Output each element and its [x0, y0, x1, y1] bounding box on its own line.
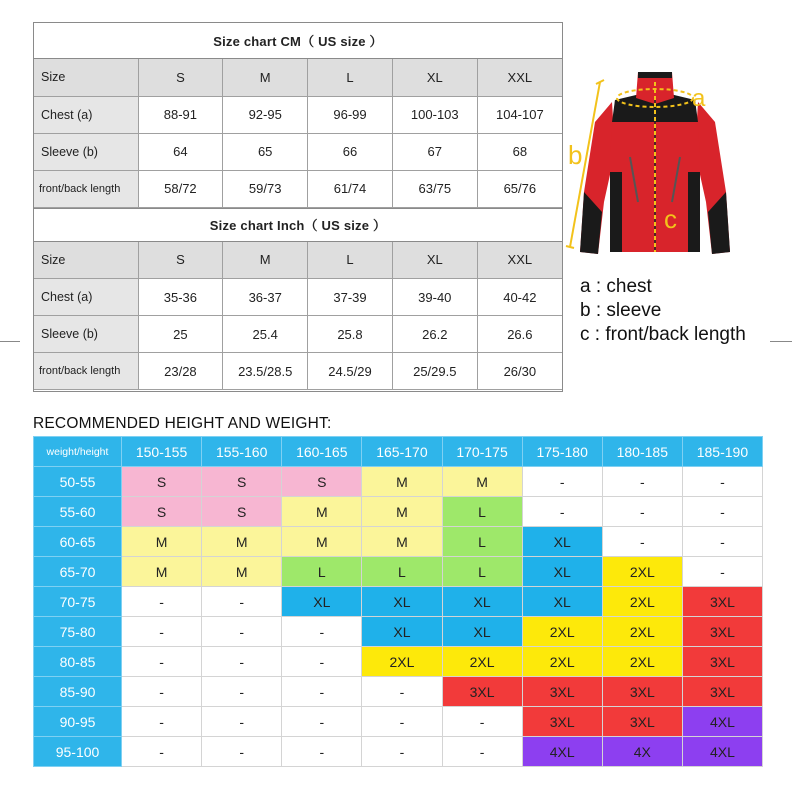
- inch-header-cell: S: [138, 242, 223, 279]
- rec-height-header: 170-175: [442, 437, 522, 467]
- cm-cell: 59/73: [223, 170, 308, 207]
- rec-size-cell: -: [282, 677, 362, 707]
- rec-size-cell: 2XL: [442, 647, 522, 677]
- inch-cell: 26/30: [477, 353, 562, 390]
- rec-size-cell: -: [362, 737, 442, 767]
- rec-size-cell: 3XL: [682, 587, 762, 617]
- rec-height-header: 150-155: [122, 437, 202, 467]
- size-chart: [33, 22, 563, 392]
- inch-row-label: front/back length: [34, 353, 138, 390]
- rec-height-header: 160-165: [282, 437, 362, 467]
- inch-cell: 25/29.5: [392, 353, 477, 390]
- cm-row: [34, 170, 562, 207]
- jacket-diagram: [560, 62, 750, 262]
- rec-size-cell: S: [122, 467, 202, 497]
- rec-size-cell: S: [202, 497, 282, 527]
- rec-size-cell: -: [122, 617, 202, 647]
- rec-size-cell: S: [282, 467, 362, 497]
- rec-size-cell: 2XL: [602, 557, 682, 587]
- rec-size-cell: 2XL: [522, 617, 602, 647]
- rec-weight-cell: 70-75: [34, 587, 122, 617]
- inch-row-label: Chest (a): [34, 279, 138, 316]
- cm-cell: 100-103: [392, 96, 477, 133]
- rec-size-cell: -: [682, 557, 762, 587]
- rec-size-cell: -: [602, 467, 682, 497]
- cm-header-cell: M: [223, 59, 308, 96]
- rec-weight-cell: 60-65: [34, 527, 122, 557]
- cm-cell: 92-95: [223, 96, 308, 133]
- rec-size-cell: M: [442, 467, 522, 497]
- rec-size-cell: -: [602, 497, 682, 527]
- rec-row: [34, 677, 763, 707]
- rec-size-cell: -: [282, 647, 362, 677]
- rec-size-cell: XL: [522, 587, 602, 617]
- rec-size-cell: -: [282, 737, 362, 767]
- rec-size-cell: S: [122, 497, 202, 527]
- cm-cell: 96-99: [308, 96, 393, 133]
- rec-row: [34, 737, 763, 767]
- rec-size-cell: M: [202, 527, 282, 557]
- inch-cell: 40-42: [477, 279, 562, 316]
- cm-row-label: front/back length: [34, 170, 138, 207]
- rec-weight-cell: 95-100: [34, 737, 122, 767]
- rec-size-cell: -: [282, 707, 362, 737]
- cm-header-cell: XL: [392, 59, 477, 96]
- rec-size-cell: -: [122, 707, 202, 737]
- inch-cell: 25.8: [308, 316, 393, 353]
- rec-size-cell: -: [202, 587, 282, 617]
- cm-row: [34, 96, 562, 133]
- rec-size-cell: XL: [442, 617, 522, 647]
- rec-size-cell: -: [202, 617, 282, 647]
- cm-header-cell: S: [138, 59, 223, 96]
- cm-header-cell: Size: [34, 59, 138, 96]
- rec-size-cell: XL: [362, 587, 442, 617]
- rec-size-cell: L: [442, 557, 522, 587]
- rec-size-cell: -: [442, 707, 522, 737]
- cm-row-label: Chest (a): [34, 96, 138, 133]
- rec-size-cell: XL: [442, 587, 522, 617]
- rec-size-cell: 2XL: [602, 647, 682, 677]
- rec-weight-cell: 65-70: [34, 557, 122, 587]
- divider-right: [770, 341, 792, 342]
- inch-cell: 39-40: [392, 279, 477, 316]
- rec-size-cell: XL: [362, 617, 442, 647]
- rec-size-cell: 4X: [602, 737, 682, 767]
- rec-size-cell: S: [202, 467, 282, 497]
- rec-size-cell: -: [682, 497, 762, 527]
- rec-size-cell: 2XL: [602, 587, 682, 617]
- inch-row-label: Sleeve (b): [34, 316, 138, 353]
- inch-header-cell: Size: [34, 242, 138, 279]
- rec-size-cell: L: [442, 497, 522, 527]
- rec-size-cell: 3XL: [522, 677, 602, 707]
- rec-size-cell: M: [202, 557, 282, 587]
- inch-header-cell: XXL: [477, 242, 562, 279]
- cm-cell: 67: [392, 133, 477, 170]
- rec-size-cell: -: [122, 587, 202, 617]
- rec-size-cell: -: [282, 617, 362, 647]
- inch-row: [34, 316, 562, 353]
- cm-header-cell: L: [308, 59, 393, 96]
- rec-size-cell: -: [122, 647, 202, 677]
- measure-label-c: c: [664, 204, 677, 234]
- cm-cell: 58/72: [138, 170, 223, 207]
- rec-size-cell: -: [682, 527, 762, 557]
- rec-size-cell: L: [362, 557, 442, 587]
- rec-weight-cell: 80-85: [34, 647, 122, 677]
- cm-cell: 65/76: [477, 170, 562, 207]
- size-chart-inch-title: Size chart Inch（ US size ）: [34, 208, 562, 242]
- rec-size-cell: L: [282, 557, 362, 587]
- cm-cell: 63/75: [392, 170, 477, 207]
- inch-row: [34, 279, 562, 316]
- rec-size-cell: 4XL: [682, 707, 762, 737]
- inch-header-cell: XL: [392, 242, 477, 279]
- rec-size-cell: -: [202, 737, 282, 767]
- recommended-heading: RECOMMENDED HEIGHT AND WEIGHT:: [33, 415, 332, 432]
- rec-header-row: [34, 437, 763, 467]
- inch-cell: 37-39: [308, 279, 393, 316]
- rec-size-cell: M: [122, 557, 202, 587]
- rec-size-cell: 3XL: [682, 677, 762, 707]
- measurement-legend: [580, 275, 746, 347]
- rec-size-cell: M: [122, 527, 202, 557]
- inch-cell: 26.6: [477, 316, 562, 353]
- rec-height-header: 175-180: [522, 437, 602, 467]
- rec-size-cell: -: [202, 647, 282, 677]
- rec-size-cell: 4XL: [522, 737, 602, 767]
- cm-header-row: [34, 59, 562, 96]
- rec-row: [34, 557, 763, 587]
- rec-size-cell: 3XL: [602, 707, 682, 737]
- inch-header-cell: M: [223, 242, 308, 279]
- cm-header-cell: XXL: [477, 59, 562, 96]
- rec-corner-cell: weight/height: [34, 437, 122, 467]
- rec-size-cell: 3XL: [682, 617, 762, 647]
- rec-size-cell: -: [122, 677, 202, 707]
- rec-size-cell: -: [202, 707, 282, 737]
- inch-cell: 24.5/29: [308, 353, 393, 390]
- inch-header-row: [34, 242, 562, 279]
- rec-size-cell: 3XL: [442, 677, 522, 707]
- rec-size-cell: 2XL: [522, 647, 602, 677]
- rec-size-cell: XL: [522, 557, 602, 587]
- inch-cell: 23.5/28.5: [223, 353, 308, 390]
- rec-row: [34, 497, 763, 527]
- rec-size-cell: -: [202, 677, 282, 707]
- inch-cell: 23/28: [138, 353, 223, 390]
- recommended-table: [33, 436, 763, 767]
- legend-length: c : front/back length: [580, 324, 746, 345]
- rec-size-cell: M: [362, 527, 442, 557]
- rec-size-cell: XL: [522, 527, 602, 557]
- rec-size-cell: 3XL: [522, 707, 602, 737]
- rec-size-cell: -: [602, 527, 682, 557]
- cm-cell: 66: [308, 133, 393, 170]
- rec-size-cell: -: [522, 467, 602, 497]
- rec-size-cell: 3XL: [602, 677, 682, 707]
- rec-size-cell: -: [362, 677, 442, 707]
- measure-label-a: a: [692, 85, 706, 112]
- rec-size-cell: -: [362, 707, 442, 737]
- inch-cell: 35-36: [138, 279, 223, 316]
- rec-size-cell: L: [442, 527, 522, 557]
- inch-cell: 26.2: [392, 316, 477, 353]
- rec-size-cell: M: [362, 467, 442, 497]
- rec-size-cell: 3XL: [682, 647, 762, 677]
- size-chart-cm-title: Size chart CM（ US size ）: [34, 23, 562, 59]
- rec-height-header: 185-190: [682, 437, 762, 467]
- rec-size-cell: -: [682, 467, 762, 497]
- inch-cell: 25: [138, 316, 223, 353]
- rec-size-cell: M: [282, 527, 362, 557]
- rec-row: [34, 527, 763, 557]
- rec-size-cell: M: [362, 497, 442, 527]
- rec-size-cell: 2XL: [602, 617, 682, 647]
- inch-row: [34, 353, 562, 390]
- rec-size-cell: -: [522, 497, 602, 527]
- rec-size-cell: M: [282, 497, 362, 527]
- cm-cell: 68: [477, 133, 562, 170]
- rec-weight-cell: 85-90: [34, 677, 122, 707]
- rec-row: [34, 617, 763, 647]
- rec-weight-cell: 75-80: [34, 617, 122, 647]
- rec-row: [34, 647, 763, 677]
- rec-height-header: 180-185: [602, 437, 682, 467]
- cm-cell: 65: [223, 133, 308, 170]
- rec-size-cell: XL: [282, 587, 362, 617]
- rec-weight-cell: 90-95: [34, 707, 122, 737]
- legend-chest: a : chest: [580, 276, 652, 297]
- divider-left: [0, 341, 20, 342]
- rec-size-cell: -: [442, 737, 522, 767]
- rec-row: [34, 707, 763, 737]
- legend-sleeve: b : sleeve: [580, 300, 662, 321]
- rec-row: [34, 587, 763, 617]
- cm-cell: 61/74: [308, 170, 393, 207]
- rec-row: [34, 467, 763, 497]
- rec-size-cell: 2XL: [362, 647, 442, 677]
- rec-size-cell: 4XL: [682, 737, 762, 767]
- size-chart-cm-table: [34, 59, 562, 208]
- inch-header-cell: L: [308, 242, 393, 279]
- rec-size-cell: -: [122, 737, 202, 767]
- inch-cell: 25.4: [223, 316, 308, 353]
- measure-label-b: b: [568, 140, 583, 170]
- rec-weight-cell: 55-60: [34, 497, 122, 527]
- cm-cell: 104-107: [477, 96, 562, 133]
- inch-cell: 36-37: [223, 279, 308, 316]
- size-chart-inch-table: [34, 242, 562, 391]
- cm-cell: 88-91: [138, 96, 223, 133]
- cm-cell: 64: [138, 133, 223, 170]
- cm-row-label: Sleeve (b): [34, 133, 138, 170]
- rec-height-header: 165-170: [362, 437, 442, 467]
- rec-weight-cell: 50-55: [34, 467, 122, 497]
- cm-row: [34, 133, 562, 170]
- rec-height-header: 155-160: [202, 437, 282, 467]
